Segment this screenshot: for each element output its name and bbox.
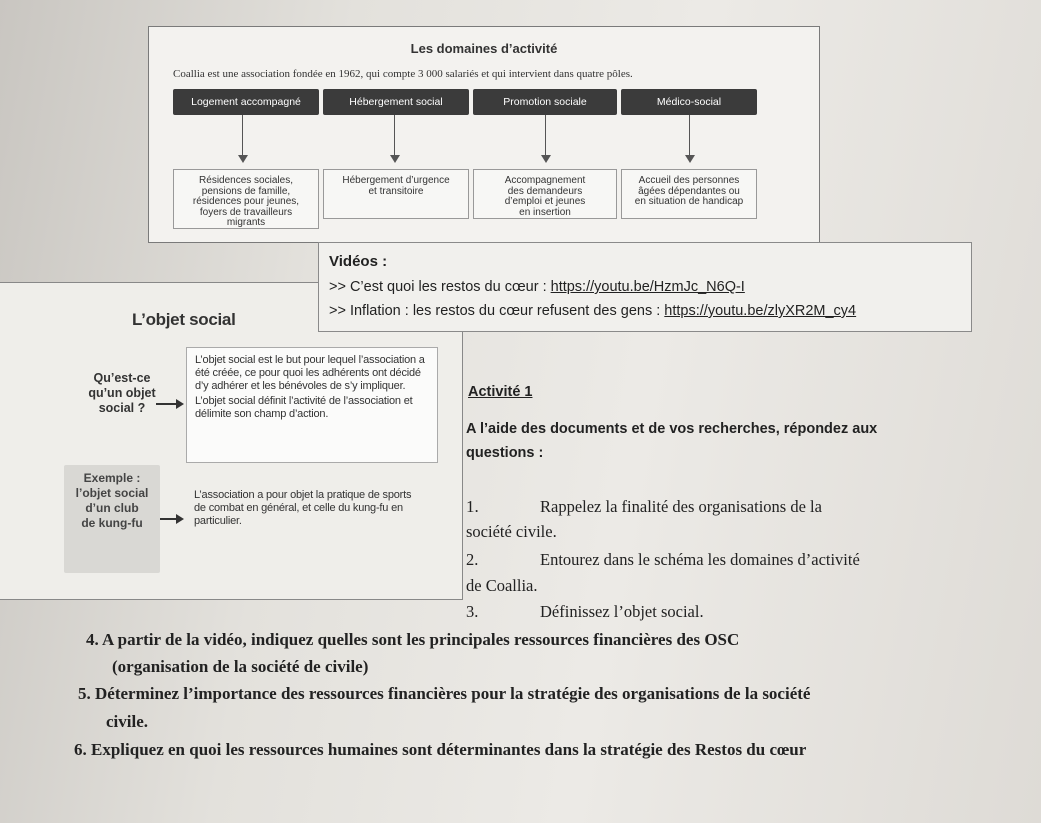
arrow-right-2-head bbox=[176, 514, 184, 524]
desc-line: foyers de travailleurs bbox=[199, 206, 293, 218]
desc-line: Hébergement d’urgence bbox=[342, 175, 450, 186]
video-label: >> C’est quoi les restos du cœur : bbox=[329, 279, 551, 295]
desc-line: Résidences sociales, bbox=[199, 175, 293, 186]
label-line: social ? bbox=[98, 401, 146, 415]
desc-line: migrants bbox=[226, 217, 266, 228]
q2-text: Entourez dans le schéma les domaines d’activité bbox=[540, 550, 860, 569]
desc-hebergement bbox=[323, 169, 469, 219]
video-item-1 bbox=[329, 279, 745, 295]
desc-line: en situation de handicap bbox=[634, 196, 744, 207]
videos-box bbox=[318, 242, 972, 332]
q1-text: Rappelez la finalité des organisations de la bbox=[540, 497, 822, 516]
activite-title: Activité 1 bbox=[468, 384, 533, 400]
q5-text: 5. Déterminez l’importance des ressources financières pour la stratégie des organisations de la société bbox=[78, 684, 811, 703]
label-line: qu’un objet bbox=[88, 386, 156, 400]
arrow-right-1-head bbox=[176, 399, 184, 409]
q2-number: 2. bbox=[466, 550, 479, 569]
pole-logement: Logement accompagné bbox=[173, 89, 319, 115]
example-box bbox=[186, 483, 422, 553]
q4-text: 4. A partir de la vidéo, indiquez quelles sont les principales ressources financières des OSC bbox=[86, 630, 740, 649]
desc-line: en insertion bbox=[519, 206, 571, 218]
arrow-down-4-head bbox=[685, 155, 695, 163]
arrow-down-1-head bbox=[238, 155, 248, 163]
video-item-2 bbox=[329, 303, 856, 319]
domaines-intro: Coallia est une association fondée en 1962, qui compte 3 000 salariés et qui intervient dans quatre pôles. bbox=[173, 68, 633, 80]
pole-medico: Médico-social bbox=[621, 89, 757, 115]
label-line: l’objet social bbox=[75, 486, 149, 500]
q2-text-2: de Coallia. bbox=[466, 576, 538, 595]
q4-text-2: (organisation de la société de civile) bbox=[112, 657, 369, 676]
video-label: >> Inflation : les restos du cœur refusent des gens : bbox=[329, 303, 665, 319]
q1-text-2: société civile. bbox=[466, 522, 557, 541]
objet-social-title: L’objet social bbox=[132, 310, 236, 329]
desc-line: pensions de famille, bbox=[201, 185, 291, 197]
desc-line: Accueil des personnes bbox=[638, 175, 740, 186]
label-line: Exemple : bbox=[83, 471, 141, 485]
videos-title: Vidéos : bbox=[329, 253, 388, 270]
activite-instruction-2: questions : bbox=[466, 445, 544, 461]
arrow-down-3 bbox=[545, 115, 546, 157]
q3-text: Définissez l’objet social. bbox=[540, 602, 704, 621]
arrow-down-1 bbox=[242, 115, 243, 157]
q5-text-2: civile. bbox=[106, 712, 149, 731]
desc-promotion bbox=[473, 169, 617, 219]
question-label bbox=[62, 371, 182, 416]
example-label bbox=[64, 465, 160, 573]
pole-promotion: Promotion sociale bbox=[473, 89, 617, 115]
desc-medico bbox=[621, 169, 757, 219]
q6-text: 6. Expliquez en quoi les ressources humaines sont déterminantes dans la stratégie des Restos du cœur bbox=[74, 740, 807, 759]
desc-line: âgées dépendantes ou bbox=[638, 185, 740, 197]
video-link-1[interactable]: https://youtu.be/HzmJc_N6Q-I bbox=[550, 279, 745, 295]
definition-text: L’objet social définit l’activité de l’association et délimite son champ d’action. bbox=[195, 395, 413, 420]
label-line: Qu’est-ce bbox=[93, 371, 151, 385]
video-link-2[interactable]: https://youtu.be/zlyXR2M_cy4 bbox=[664, 303, 857, 319]
label-line: d’un club bbox=[85, 501, 139, 515]
activite-instruction-1: A l’aide des documents et de vos recherches, répondez aux bbox=[466, 421, 878, 437]
desc-line: résidences pour jeunes, bbox=[192, 196, 300, 207]
arrow-down-2-head bbox=[390, 155, 400, 163]
label-line: de kung-fu bbox=[81, 516, 143, 530]
desc-line: d’emploi et jeunes bbox=[504, 196, 586, 207]
definition-text: L’objet social est le but pour lequel l’association a été créée, ce pour quoi les adhérents ont décidé d’y adhérer et les bénévoles de s’y impliquer. bbox=[195, 354, 425, 392]
desc-line: des demandeurs bbox=[507, 185, 583, 197]
definition-box bbox=[186, 347, 438, 463]
pole-hebergement: Hébergement social bbox=[323, 89, 469, 115]
example-text: L’association a pour objet la pratique de sports de combat en général, et celle du kung-fu en particulier. bbox=[194, 489, 412, 527]
desc-logement bbox=[173, 169, 319, 229]
desc-line: Accompagnement bbox=[504, 175, 586, 186]
arrow-down-2 bbox=[394, 115, 395, 157]
arrow-down-3-head bbox=[541, 155, 551, 163]
desc-line: et transitoire bbox=[368, 185, 424, 197]
q1-number: 1. bbox=[466, 497, 479, 516]
q3-number: 3. bbox=[466, 602, 479, 621]
arrow-right-1 bbox=[156, 403, 178, 405]
domaines-title: Les domaines d’activité bbox=[410, 41, 558, 56]
domaines-diagram bbox=[148, 26, 820, 243]
arrow-down-4 bbox=[689, 115, 690, 157]
